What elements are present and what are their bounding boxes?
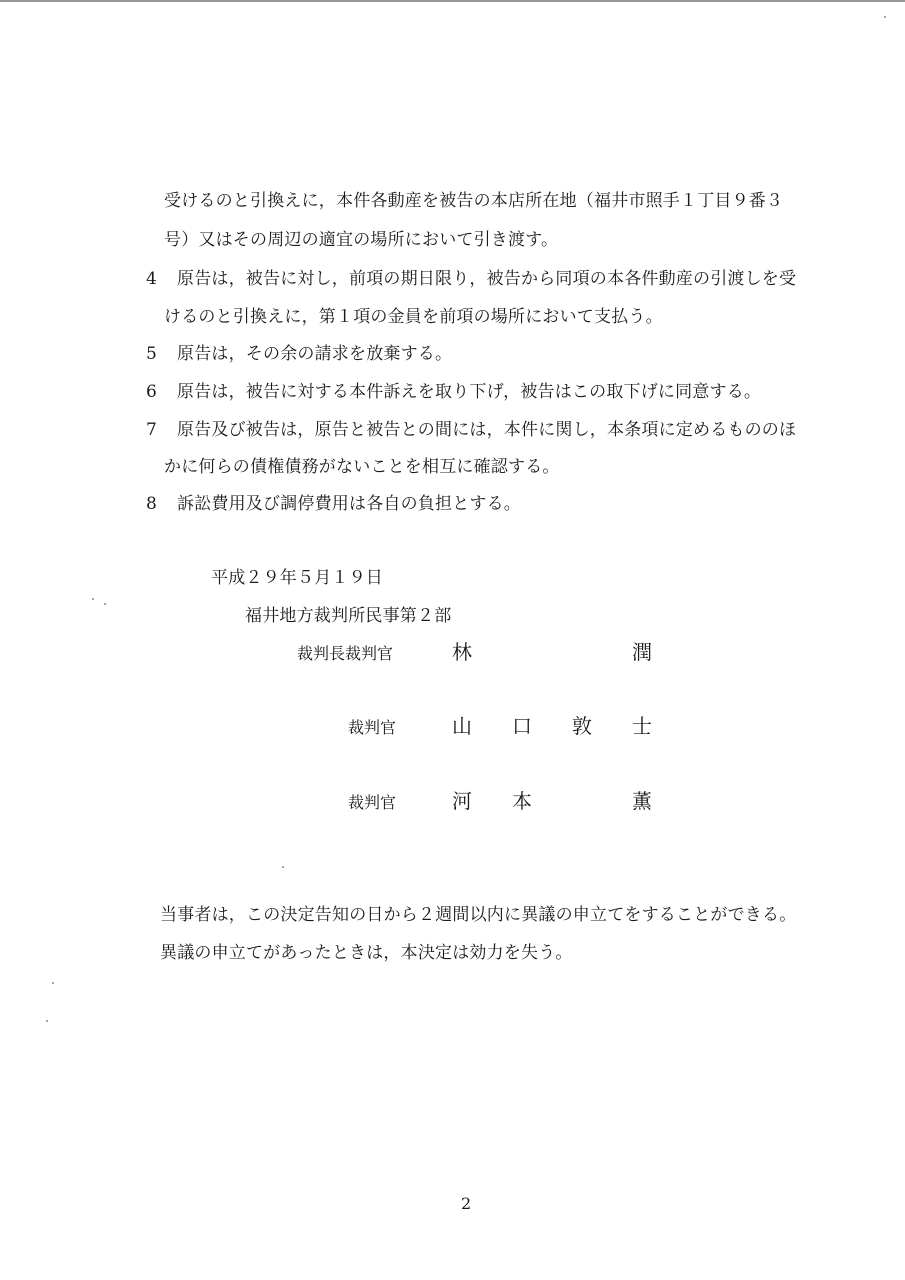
page-number: 2 xyxy=(461,1194,472,1213)
clause-4-line-1: 原告は，被告に対し，前項の期日限り，被告から同項の本各件動産の引渡しを受 xyxy=(177,269,797,289)
clause-6-number: 6 xyxy=(146,382,157,402)
judge-2-name-char-2: 口 xyxy=(512,714,532,738)
objection-notice-line-1: 当事者は，この決定告知の日から２週間以内に異議の申立てをすることができる。 xyxy=(160,905,797,925)
clause-7-line-2: かに何らの債権債務がないことを相互に確認する。 xyxy=(164,457,560,477)
clause-7-line-1: 原告及び被告は，原告と被告との間には，本件に関し，本条項に定めるもののほ xyxy=(177,420,797,440)
scan-speck xyxy=(46,1020,48,1022)
clause-7-number: 7 xyxy=(146,420,157,440)
judge-2-title: 裁判官 xyxy=(348,718,397,737)
scan-speck xyxy=(104,603,106,605)
clause-3-continuation-line-2: 号）又はその周辺の適宜の場所において引き渡す。 xyxy=(164,230,559,250)
clause-3-continuation-line-1: 受けるのと引換えに，本件各動産を被告の本店所在地（福井市照手１丁目９番３ xyxy=(164,191,784,211)
clause-8-line-1: 訴訟費用及び調停費用は各自の負担とする。 xyxy=(177,494,521,514)
scan-speck xyxy=(52,982,54,984)
scan-top-edge xyxy=(0,0,905,2)
judge-2-name-char-1: 山 xyxy=(452,714,472,738)
clause-8-number: 8 xyxy=(146,494,157,514)
court-name: 福井地方裁判所民事第２部 xyxy=(245,606,452,626)
scan-speck xyxy=(884,16,886,18)
judge-3-name-char-1: 河 xyxy=(452,789,472,813)
judge-1-title: 裁判長裁判官 xyxy=(297,644,394,663)
judge-3-name-char-3: 薫 xyxy=(632,789,652,813)
clause-4-line-2: けるのと引換えに，第１項の金員を前項の場所において支払う。 xyxy=(164,307,663,327)
judge-1-name-char-1: 林 xyxy=(452,640,472,664)
clause-6-line-1: 原告は，被告に対する本件訴えを取り下げ，被告はこの取下げに同意する。 xyxy=(177,382,762,402)
objection-notice-line-2: 異議の申立てがあったときは，本決定は効力を失う。 xyxy=(160,943,573,963)
judge-2-name-char-4: 士 xyxy=(632,714,652,738)
scan-speck xyxy=(92,598,94,600)
judge-1-name-char-2: 潤 xyxy=(632,640,652,664)
clause-5-line-1: 原告は，その余の請求を放棄する。 xyxy=(177,344,453,364)
decision-date: 平成２９年５月１９日 xyxy=(211,568,383,588)
clause-5-number: 5 xyxy=(146,344,157,364)
clause-4-number: 4 xyxy=(146,269,157,289)
judge-3-name-char-2: 本 xyxy=(512,789,532,813)
judge-2-name-char-3: 敦 xyxy=(572,714,592,738)
scan-speck xyxy=(282,866,284,868)
judge-3-title: 裁判官 xyxy=(348,793,397,812)
